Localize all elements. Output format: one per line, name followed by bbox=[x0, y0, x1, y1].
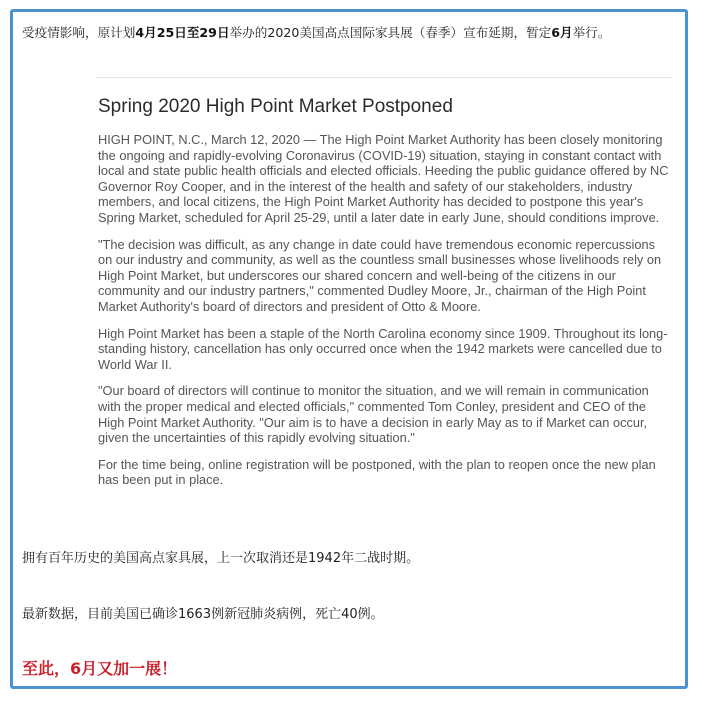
intro-date-range: 4月25日至29日 bbox=[135, 25, 230, 40]
press-release-paragraph: HIGH POINT, N.C., March 12, 2020 — The High Point Market Authority has been closely monitoring the ongoing and rapidly-evolving Coronavirus (COVID-19) situation, staying in constant contact with local and state public health officials and elected officials. Heeding the public guidance offered by NC Governor Roy Cooper, and in the interest of the health and safety of our stakeholders, industry members, and local citizens, the High Point Market Authority has decided to postpone this year's Spring Market, scheduled for April 25-29, until a later date in early June, should conditions improve. bbox=[98, 132, 669, 225]
press-release-paragraph: "Our board of directors will continue to monitor the situation, and we will remain in communication with the proper medical and elected officials," commented Tom Conley, president and CEO of the High Point Market Authority. "Our aim is to have a decision in early May as to if Market can occur, given the uncertainties of this rapidly evolving situation." bbox=[98, 383, 649, 446]
press-release-title: Spring 2020 High Point Market Postponed bbox=[98, 96, 453, 117]
closing-remark: 至此，6月又加一展！ bbox=[22, 659, 178, 678]
press-release-paragraph: "The decision was difficult, as any change in date could have tremendous economic repercussions on our industry and community, as well as the countless small businesses whose livelihoods rely on High Point Market, but underscores our shared concern and well-being of the citizens in our community and our industry partners," commented Dudley Moore, Jr., chairman of the High Point Market Authority's board of directors and president of Otto & Moore. bbox=[98, 236, 662, 314]
press-release bbox=[96, 77, 672, 499]
intro-text bbox=[22, 24, 610, 42]
article-frame bbox=[10, 9, 688, 689]
press-release-paragraph: High Point Market has been a staple of the North Carolina economy since 1909. Throughout its long-standing history, cancellation has only occurred once when the 1942 markets were cancelled due to World War II. bbox=[98, 325, 668, 372]
press-release-paragraph: For the time being, online registration will be postponed, with the plan to reopen once the new plan has been put in place. bbox=[98, 456, 656, 488]
intro-part-3: 举行。 bbox=[572, 25, 611, 40]
intro-new-month: 6月 bbox=[551, 25, 573, 40]
intro-part-2: 举办的2020美国高点国际家具展（春季）宣布延期，暂定 bbox=[229, 25, 552, 40]
divider bbox=[96, 77, 672, 78]
history-note: 拥有百年历史的美国高点家具展，上一次取消还是1942年二战时期。 bbox=[22, 551, 420, 566]
stats-note: 最新数据，目前美国已确诊1663例新冠肺炎病例，死亡40例。 bbox=[22, 607, 384, 622]
intro-part-1: 受疫情影响，原计划 bbox=[22, 25, 136, 40]
